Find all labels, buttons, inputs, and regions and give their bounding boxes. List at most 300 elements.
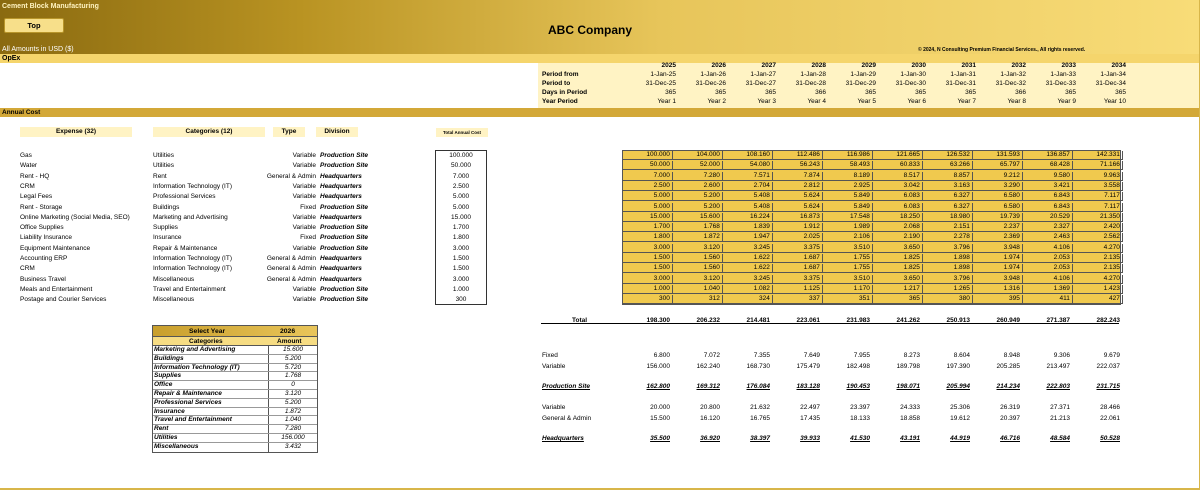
expense-name: Water xyxy=(20,162,38,170)
summary-value: 22.061 xyxy=(1100,415,1120,422)
select-year-table xyxy=(152,325,318,453)
summary-value: 43.191 xyxy=(900,435,920,442)
expense-year-value: 3.245 xyxy=(723,244,773,253)
select-year-category: Professional Services xyxy=(154,398,222,406)
expense-year-value: 65.797 xyxy=(973,161,1023,170)
year-header-year-period: Year 7 xyxy=(957,98,976,105)
expense-row xyxy=(0,285,1200,294)
expense-year-value: 2.068 xyxy=(873,223,923,232)
expense-category: Supplies xyxy=(153,224,178,232)
year-header-year-period: Year 9 xyxy=(1057,98,1076,105)
summary-value: 27.371 xyxy=(1050,404,1070,411)
expense-row xyxy=(0,254,1200,263)
expense-type: General & Admin xyxy=(266,275,316,283)
expense-year-value: 1.217 xyxy=(873,285,923,294)
summary-value: 205.994 xyxy=(946,383,970,390)
expense-row xyxy=(0,192,1200,201)
year-header-days: 365 xyxy=(765,89,776,96)
expense-division: Production Site xyxy=(320,234,369,242)
expense-year-value: 5.000 xyxy=(623,203,673,212)
expense-year-value: 18.250 xyxy=(873,213,923,222)
expense-year-value: 337 xyxy=(773,295,823,304)
expense-category: Miscellaneous xyxy=(153,296,195,304)
expense-division: Headquarters xyxy=(320,172,362,180)
expense-category: Marketing and Advertising xyxy=(153,213,228,221)
summary-value: 183.128 xyxy=(796,383,820,390)
expense-type: General & Admin xyxy=(266,265,316,273)
expense-year-value: 18.980 xyxy=(923,213,973,222)
year-header-year-period: Year 2 xyxy=(707,98,726,105)
expense-division: Production Site xyxy=(320,285,369,293)
annual-cost-band xyxy=(0,108,1200,117)
year-header-period-to: 31-Dec-29 xyxy=(845,80,876,87)
expense-type: Variable xyxy=(292,152,316,159)
expense-total-input[interactable]: 3.000 xyxy=(452,275,470,283)
summary-value: 38.397 xyxy=(750,435,770,442)
opex-label: OpEx xyxy=(2,55,21,62)
expense-year-value: 2.053 xyxy=(1023,254,1073,263)
period-label: Days in Period xyxy=(542,89,588,96)
expense-division: Headquarters xyxy=(320,255,362,262)
summary-value: 17.435 xyxy=(800,415,820,422)
expense-year-value: 52.000 xyxy=(673,161,723,170)
year-header-year-period: Year 6 xyxy=(907,98,926,105)
expense-year-value: 6.083 xyxy=(873,192,923,201)
expense-year-value: 2.704 xyxy=(723,182,773,191)
expense-division: Headquarters xyxy=(320,265,362,273)
expense-year-value: 6.580 xyxy=(973,203,1023,212)
expense-total-input[interactable]: 1.500 xyxy=(452,265,470,273)
expense-year-value: 16.224 xyxy=(723,213,773,222)
summary-value: 189.798 xyxy=(896,363,920,370)
expense-year-value: 1.040 xyxy=(673,285,723,294)
expense-category: Miscellaneous xyxy=(153,275,195,283)
year-header-year-period: Year 3 xyxy=(757,98,776,105)
summary-value: 9.679 xyxy=(1103,352,1120,359)
expense-year-value: 5.408 xyxy=(723,203,773,212)
col-categories-header: Categories (12) xyxy=(153,127,265,137)
expense-year-value: 6.083 xyxy=(873,203,923,212)
select-year-category: Travel and Entertainment xyxy=(154,416,232,424)
expense-type: Variable xyxy=(292,296,316,304)
expense-year-value: 100.000 xyxy=(623,151,673,160)
year-header-period-from: 1-Jan-32 xyxy=(1000,71,1026,78)
select-year-row xyxy=(153,399,317,408)
year-header-days: 365 xyxy=(665,89,676,96)
top-button[interactable]: Top xyxy=(4,18,64,33)
expense-year-value: 6.580 xyxy=(973,192,1023,201)
year-header-year-period: Year 1 xyxy=(657,98,676,105)
summary-value: 214.234 xyxy=(996,383,1020,390)
year-header-days: 365 xyxy=(1065,89,1076,96)
expense-division: Headquarters xyxy=(320,213,362,221)
select-year-amount: 156.000 xyxy=(281,433,305,441)
summary-value: 182.498 xyxy=(846,363,870,370)
expense-year-value: 5.624 xyxy=(773,192,823,201)
expense-year-value: 2.278 xyxy=(923,233,973,242)
expense-division: Production Site xyxy=(320,152,369,159)
expense-total-input[interactable]: 1.500 xyxy=(452,255,470,262)
expense-year-value: 3.000 xyxy=(623,275,673,284)
summary-value: 250.913 xyxy=(946,317,970,324)
select-year-amount: 3.120 xyxy=(284,389,302,397)
expense-year-value: 4.270 xyxy=(1073,244,1123,253)
expense-year-value: 1.974 xyxy=(973,264,1023,273)
year-header-period-to: 31-Dec-25 xyxy=(645,80,676,87)
expense-total-input[interactable]: 1.000 xyxy=(452,285,470,293)
year-header-years: 2032 xyxy=(1011,62,1026,69)
summary-value: 190.453 xyxy=(846,383,870,390)
expense-year-value: 3.120 xyxy=(673,275,723,284)
select-year-row xyxy=(153,425,317,434)
expense-year-value: 2.135 xyxy=(1073,264,1123,273)
expense-year-value: 1.974 xyxy=(973,254,1023,263)
summary-value: 46.716 xyxy=(1000,435,1020,442)
expense-year-value: 3.650 xyxy=(873,275,923,284)
select-year-amount-header: Amount xyxy=(277,338,302,345)
summary-label: Variable xyxy=(542,363,566,370)
summary-value: 231.983 xyxy=(846,317,870,324)
year-header-days: 365 xyxy=(715,89,726,96)
expense-year-value: 7.117 xyxy=(1073,192,1123,201)
summary-value: 205.285 xyxy=(996,363,1020,370)
year-header-days: 366 xyxy=(815,89,826,96)
expense-year-value: 1.768 xyxy=(673,223,723,232)
summary-value: 35.500 xyxy=(650,435,670,442)
expense-total-input[interactable]: 50.000 xyxy=(451,162,471,170)
expense-year-value: 126.532 xyxy=(923,151,973,160)
expense-year-value: 121.665 xyxy=(873,151,923,160)
expense-division: Production Site xyxy=(320,162,369,170)
expense-year-value: 1.825 xyxy=(873,254,923,263)
select-year-amount: 3.432 xyxy=(284,442,302,450)
select-year-row xyxy=(153,381,317,390)
expense-year-value: 5.849 xyxy=(823,203,873,212)
select-year-category: Repair & Maintenance xyxy=(154,389,222,397)
select-year-row xyxy=(153,364,317,373)
expense-total-input[interactable]: 3.000 xyxy=(452,244,470,252)
year-header-year-period: Year 4 xyxy=(807,98,826,105)
summary-value: 231.715 xyxy=(1096,383,1120,390)
expense-year-value: 3.163 xyxy=(923,182,973,191)
summary-value: 198.300 xyxy=(646,317,670,324)
expense-year-value: 7.874 xyxy=(773,172,823,181)
expense-year-value: 1.560 xyxy=(673,254,723,263)
expense-year-value: 395 xyxy=(973,295,1023,304)
expense-year-value: 2.369 xyxy=(973,233,1023,242)
expense-year-value: 2.237 xyxy=(973,223,1023,232)
expense-row xyxy=(0,275,1200,284)
summary-value: 222.803 xyxy=(1046,383,1070,390)
summary-value: 21.632 xyxy=(750,404,770,411)
expense-year-value: 19.739 xyxy=(973,213,1023,222)
summary-value: 206.232 xyxy=(696,317,720,324)
expense-year-value: 9.963 xyxy=(1073,172,1123,181)
amounts-note: All Amounts in USD ($) xyxy=(2,46,74,53)
expense-year-value: 1.500 xyxy=(623,264,673,273)
select-year-amount: 1.872 xyxy=(284,407,302,415)
select-year-row xyxy=(153,416,317,425)
copyright-note: © 2024, N Consulting Premium Financial Services., All rights reserved. xyxy=(918,47,1086,53)
summary-label: Total xyxy=(572,317,588,324)
year-header-years: 2030 xyxy=(911,62,926,69)
expense-row xyxy=(0,223,1200,232)
expense-year-value: 4.106 xyxy=(1023,244,1073,253)
expense-year-value: 2.106 xyxy=(823,233,873,242)
summary-value: 197.390 xyxy=(946,363,970,370)
year-header-days: 365 xyxy=(1115,89,1126,96)
expense-division: Headquarters xyxy=(320,275,362,283)
summary-value: 175.479 xyxy=(796,363,820,370)
expense-type: Variable xyxy=(292,244,316,252)
select-year-categories-header: Categories xyxy=(189,338,223,345)
expense-year-value: 136.857 xyxy=(1023,151,1073,160)
col-expense-header: Expense (32) xyxy=(20,127,132,137)
expense-year-value: 3.421 xyxy=(1023,182,1073,191)
expense-year-value: 1.560 xyxy=(673,264,723,273)
expense-category: Information Technology (IT) xyxy=(153,182,232,190)
expense-year-value: 1.898 xyxy=(923,264,973,273)
expense-year-value: 2.600 xyxy=(673,182,723,191)
expense-category: Information Technology (IT) xyxy=(153,255,232,262)
expense-division: Production Site xyxy=(320,224,369,232)
select-year-amount: 0 xyxy=(291,381,295,389)
expense-type: Fixed xyxy=(300,203,316,211)
select-year-category: Rent xyxy=(154,425,169,433)
select-year-value[interactable]: 2026 xyxy=(280,328,296,335)
company-name: ABC Company xyxy=(548,23,633,37)
expense-year-value: 1.316 xyxy=(973,285,1023,294)
expense-year-value: 3.290 xyxy=(973,182,1023,191)
summary-value: 162.800 xyxy=(646,383,670,390)
expense-year-value: 1.622 xyxy=(723,254,773,263)
expense-name: Equipment Maintenance xyxy=(20,244,91,252)
expense-year-value: 365 xyxy=(873,295,923,304)
year-header-years: 2034 xyxy=(1111,62,1126,69)
expense-year-value: 1.839 xyxy=(723,223,773,232)
select-year-row xyxy=(153,390,317,399)
expense-year-value: 312 xyxy=(673,295,723,304)
summary-value: 168.730 xyxy=(746,363,770,370)
expense-category: Repair & Maintenance xyxy=(153,244,218,252)
expense-name: Accounting ERP xyxy=(20,255,68,262)
expense-total-input[interactable]: 5.000 xyxy=(452,203,470,211)
summary-value: 36.920 xyxy=(700,435,720,442)
expense-division: Production Site xyxy=(320,244,369,252)
year-header-days: 366 xyxy=(1015,89,1026,96)
expense-total-input[interactable]: 1.700 xyxy=(452,224,470,232)
expense-year-value: 71.166 xyxy=(1073,161,1123,170)
summary-value: 7.072 xyxy=(703,352,720,359)
expense-total-input[interactable]: 7.000 xyxy=(452,172,470,180)
expense-year-value: 300 xyxy=(623,295,673,304)
expense-total-input[interactable]: 100.000 xyxy=(449,152,473,159)
expense-type: General & Admin xyxy=(266,172,316,180)
expense-year-value: 1.989 xyxy=(823,223,873,232)
summary-value: 21.213 xyxy=(1050,415,1070,422)
expense-year-value: 1.912 xyxy=(773,223,823,232)
col-type-header: Type xyxy=(273,127,305,137)
select-year-row xyxy=(153,434,317,443)
expense-year-value: 2.562 xyxy=(1073,233,1123,242)
year-header-period-to: 31-Dec-26 xyxy=(695,80,726,87)
expense-total-input[interactable]: 1.800 xyxy=(452,234,470,242)
expense-year-value: 3.042 xyxy=(873,182,923,191)
expense-category: Utilities xyxy=(153,162,174,170)
select-year-category: Supplies xyxy=(154,372,182,380)
expense-row xyxy=(0,161,1200,170)
year-header-years: 2026 xyxy=(711,62,726,69)
year-header-period-to: 31-Dec-30 xyxy=(895,80,926,87)
expense-year-value: 15.600 xyxy=(673,213,723,222)
expense-year-value: 116.986 xyxy=(823,151,873,160)
expense-year-value: 68.428 xyxy=(1023,161,1073,170)
expense-year-value: 5.849 xyxy=(823,192,873,201)
expense-year-value: 20.529 xyxy=(1023,213,1073,222)
expense-category: Information Technology (IT) xyxy=(153,265,232,273)
expense-type: Variable xyxy=(292,162,316,170)
expense-year-value: 63.266 xyxy=(923,161,973,170)
expense-year-value: 2.135 xyxy=(1073,254,1123,263)
expense-year-value: 1.898 xyxy=(923,254,973,263)
expense-year-value: 324 xyxy=(723,295,773,304)
expense-year-value: 3.510 xyxy=(823,275,873,284)
expense-total-input[interactable]: 15.000 xyxy=(451,213,471,221)
expense-row xyxy=(0,264,1200,273)
select-year-amount: 1.040 xyxy=(284,416,302,424)
summary-value: 8.948 xyxy=(1003,352,1020,359)
expense-row xyxy=(0,213,1200,222)
expense-year-value: 9.580 xyxy=(1023,172,1073,181)
expense-year-value: 3.796 xyxy=(923,244,973,253)
expense-year-value: 56.243 xyxy=(773,161,823,170)
expense-division: Headquarters xyxy=(320,182,362,190)
expense-year-value: 5.200 xyxy=(673,192,723,201)
select-year-amount: 15.600 xyxy=(283,346,303,353)
expense-year-value: 1.423 xyxy=(1073,285,1123,294)
summary-value: 20.397 xyxy=(1000,415,1020,422)
summary-value: 260.949 xyxy=(996,317,1020,324)
summary-value: 7.649 xyxy=(803,352,820,359)
expense-name: Legal Fees xyxy=(20,193,53,201)
expense-year-value: 6.843 xyxy=(1023,203,1073,212)
expense-category: Travel and Entertainment xyxy=(153,285,226,293)
expense-year-value: 58.493 xyxy=(823,161,873,170)
expense-year-value: 17.548 xyxy=(823,213,873,222)
annual-cost-label: Annual Cost xyxy=(2,109,41,116)
expense-year-value: 8.517 xyxy=(873,172,923,181)
summary-value: 162.240 xyxy=(696,363,720,370)
expense-year-value: 142.331 xyxy=(1073,151,1123,160)
summary-value: 22.497 xyxy=(800,404,820,411)
expense-year-value: 1.947 xyxy=(723,233,773,242)
year-header-days: 365 xyxy=(965,89,976,96)
select-year-amount: 7.280 xyxy=(284,425,302,433)
expense-year-value: 1.125 xyxy=(773,285,823,294)
expense-total-input[interactable]: 5.000 xyxy=(452,193,470,201)
expense-category: Utilities xyxy=(153,152,174,159)
select-year-category: Insurance xyxy=(154,407,185,415)
expense-row xyxy=(0,203,1200,212)
year-header-days: 365 xyxy=(865,89,876,96)
summary-value: 16.765 xyxy=(750,415,770,422)
summary-value: 271.387 xyxy=(1046,317,1070,324)
year-header-years: 2031 xyxy=(961,62,976,69)
year-header-years: 2029 xyxy=(861,62,876,69)
expense-year-value: 6.327 xyxy=(923,203,973,212)
expense-year-value: 1.369 xyxy=(1023,285,1073,294)
select-year-amount: 5.200 xyxy=(284,354,302,362)
year-header-period-to: 31-Dec-28 xyxy=(795,80,826,87)
select-year-amount: 5.200 xyxy=(284,398,302,406)
expense-year-value: 1.872 xyxy=(673,233,723,242)
expense-year-value: 8.189 xyxy=(823,172,873,181)
expense-year-value: 1.687 xyxy=(773,264,823,273)
expense-row xyxy=(0,295,1200,304)
summary-value: 44.919 xyxy=(950,435,970,442)
year-header-period-from: 1-Jan-28 xyxy=(800,71,826,78)
expense-year-value: 2.420 xyxy=(1073,223,1123,232)
summary-value: 20.000 xyxy=(650,404,670,411)
expense-year-value: 1.500 xyxy=(623,254,673,263)
expense-year-value: 3.375 xyxy=(773,244,823,253)
expense-name: Meals and Entertainment xyxy=(20,285,93,293)
year-header-period-from: 1-Jan-25 xyxy=(650,71,676,78)
summary-value: 39.933 xyxy=(800,435,820,442)
summary-value: 222.037 xyxy=(1096,363,1120,370)
expense-total-input[interactable]: 300 xyxy=(455,296,467,304)
expense-name: Rent - HQ xyxy=(20,172,50,180)
expense-year-value: 7.280 xyxy=(673,172,723,181)
expense-year-value: 54.080 xyxy=(723,161,773,170)
year-header-days: 365 xyxy=(915,89,926,96)
summary-value: 26.319 xyxy=(1000,404,1020,411)
expense-total-input[interactable]: 2.500 xyxy=(452,182,470,190)
year-header-year-period: Year 5 xyxy=(857,98,876,105)
select-year-category: Buildings xyxy=(154,354,184,362)
expense-year-value: 1.825 xyxy=(873,264,923,273)
select-year-amount: 5.720 xyxy=(284,363,302,371)
summary-value: 9.306 xyxy=(1053,352,1070,359)
expense-year-value: 6.843 xyxy=(1023,192,1073,201)
expense-year-value: 2.151 xyxy=(923,223,973,232)
expense-type: Variable xyxy=(292,213,316,221)
expense-year-value: 427 xyxy=(1073,295,1123,304)
year-header-period-from: 1-Jan-30 xyxy=(900,71,926,78)
year-header-period-to: 31-Dec-32 xyxy=(995,80,1026,87)
model-title: Cement Block Manufacturing xyxy=(2,3,99,10)
expense-year-value: 5.200 xyxy=(673,203,723,212)
expense-year-value: 1.622 xyxy=(723,264,773,273)
summary-row xyxy=(0,316,1200,325)
summary-value: 176.084 xyxy=(746,383,770,390)
expense-year-value: 1.700 xyxy=(623,223,673,232)
expense-year-value: 50.000 xyxy=(623,161,673,170)
expense-year-value: 3.120 xyxy=(673,244,723,253)
summary-value: 6.800 xyxy=(653,352,670,359)
expense-year-value: 108.160 xyxy=(723,151,773,160)
year-header-period-from: 1-Jan-31 xyxy=(950,71,976,78)
summary-value: 214.481 xyxy=(746,317,770,324)
expense-year-value: 1.000 xyxy=(623,285,673,294)
expense-year-value: 3.948 xyxy=(973,275,1023,284)
year-header-period-from: 1-Jan-27 xyxy=(750,71,776,78)
expense-row xyxy=(0,244,1200,253)
expense-row xyxy=(0,182,1200,191)
summary-value: 213.497 xyxy=(1046,363,1070,370)
expense-year-value: 2.812 xyxy=(773,182,823,191)
summary-value: 8.273 xyxy=(903,352,920,359)
